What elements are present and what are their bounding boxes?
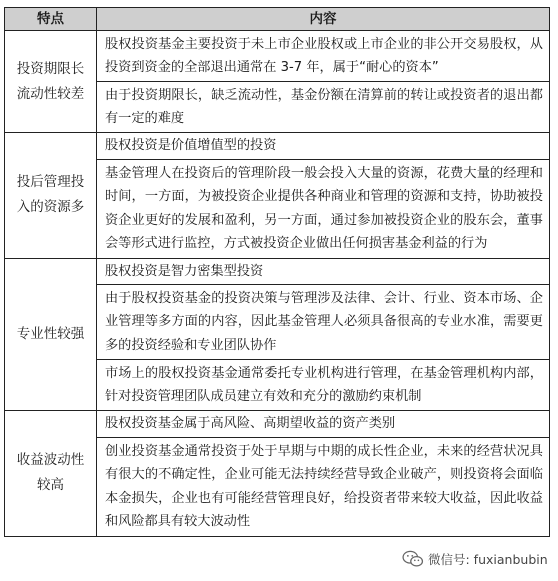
content-cell: 基金管理人在投资后的管理阶段一般会投入大量的资源，花费大量的经理和时间，一方面，为被投资企业提供各种商业和管理的资源和支持，协助被投资企业更好的发展和盈利，另一方面，通过参加被投资企业的股东会，董事会等形式进行监控，方式被投资企业做出任何损害基金利益的行为 (97, 159, 550, 258)
feature-cell-long-term: 投资期限长 流动性较差 (5, 31, 97, 133)
table-row (5, 258, 550, 285)
header-feature: 特点 (5, 8, 97, 31)
wechat-watermark (398, 548, 552, 570)
content-cell: 创业投资基金通常投资于处于早期与中期的成长性企业，未来的经营状况具有很大的不确定性，企业可能无法持续经营导致企业破产，则投资将会面临本金损失，企业也有可能经营管理良好，给投资者带来较大收益，因此收益和风险都具有较大波动性 (97, 437, 550, 536)
investment-features-table-wrapper (4, 7, 549, 537)
wechat-icon (402, 550, 424, 568)
table-row (5, 133, 550, 160)
content-cell: 股权投资基金主要投资于未上市企业股权或上市企业的非公开交易股权，从投资到资金的全部退出通常在 3-7 年，属于“耐心的资本” (97, 31, 550, 82)
content-cell: 由于投资期限长，缺乏流动性，基金份额在清算前的转让或投资者的退出都有一定的难度 (97, 82, 550, 133)
content-cell: 股权投资是智力密集型投资 (97, 258, 550, 285)
feature-cell-professional: 专业性较强 (5, 258, 97, 411)
content-cell: 股权投资是价值增值型的投资 (97, 133, 550, 160)
feature-cell-post-investment: 投后管理投 入的资源多 (5, 133, 97, 259)
header-content: 内容 (97, 8, 550, 31)
table-header-row (5, 8, 550, 31)
content-cell: 由于股权投资基金的投资决策与管理涉及法律、会计、行业、资本市场、企业管理等多方面的内容，因此基金管理人必须具备很高的专业水准，需要更多的投资经验和专业团队协作 (97, 285, 550, 360)
content-cell: 市场上的股权投资基金通常委托专业机构进行管理，在基金管理机构内部，针对投资管理团队成员建立有效和充分的激励约束机制 (97, 360, 550, 411)
content-cell: 股权投资基金属于高风险、高期望收益的资产类别 (97, 411, 550, 438)
table-row (5, 31, 550, 82)
table-row (5, 411, 550, 438)
watermark-text: 微信号: fuxianbubin (428, 552, 548, 567)
feature-cell-volatility: 收益波动性 较高 (5, 411, 97, 537)
investment-features-table (4, 7, 550, 537)
